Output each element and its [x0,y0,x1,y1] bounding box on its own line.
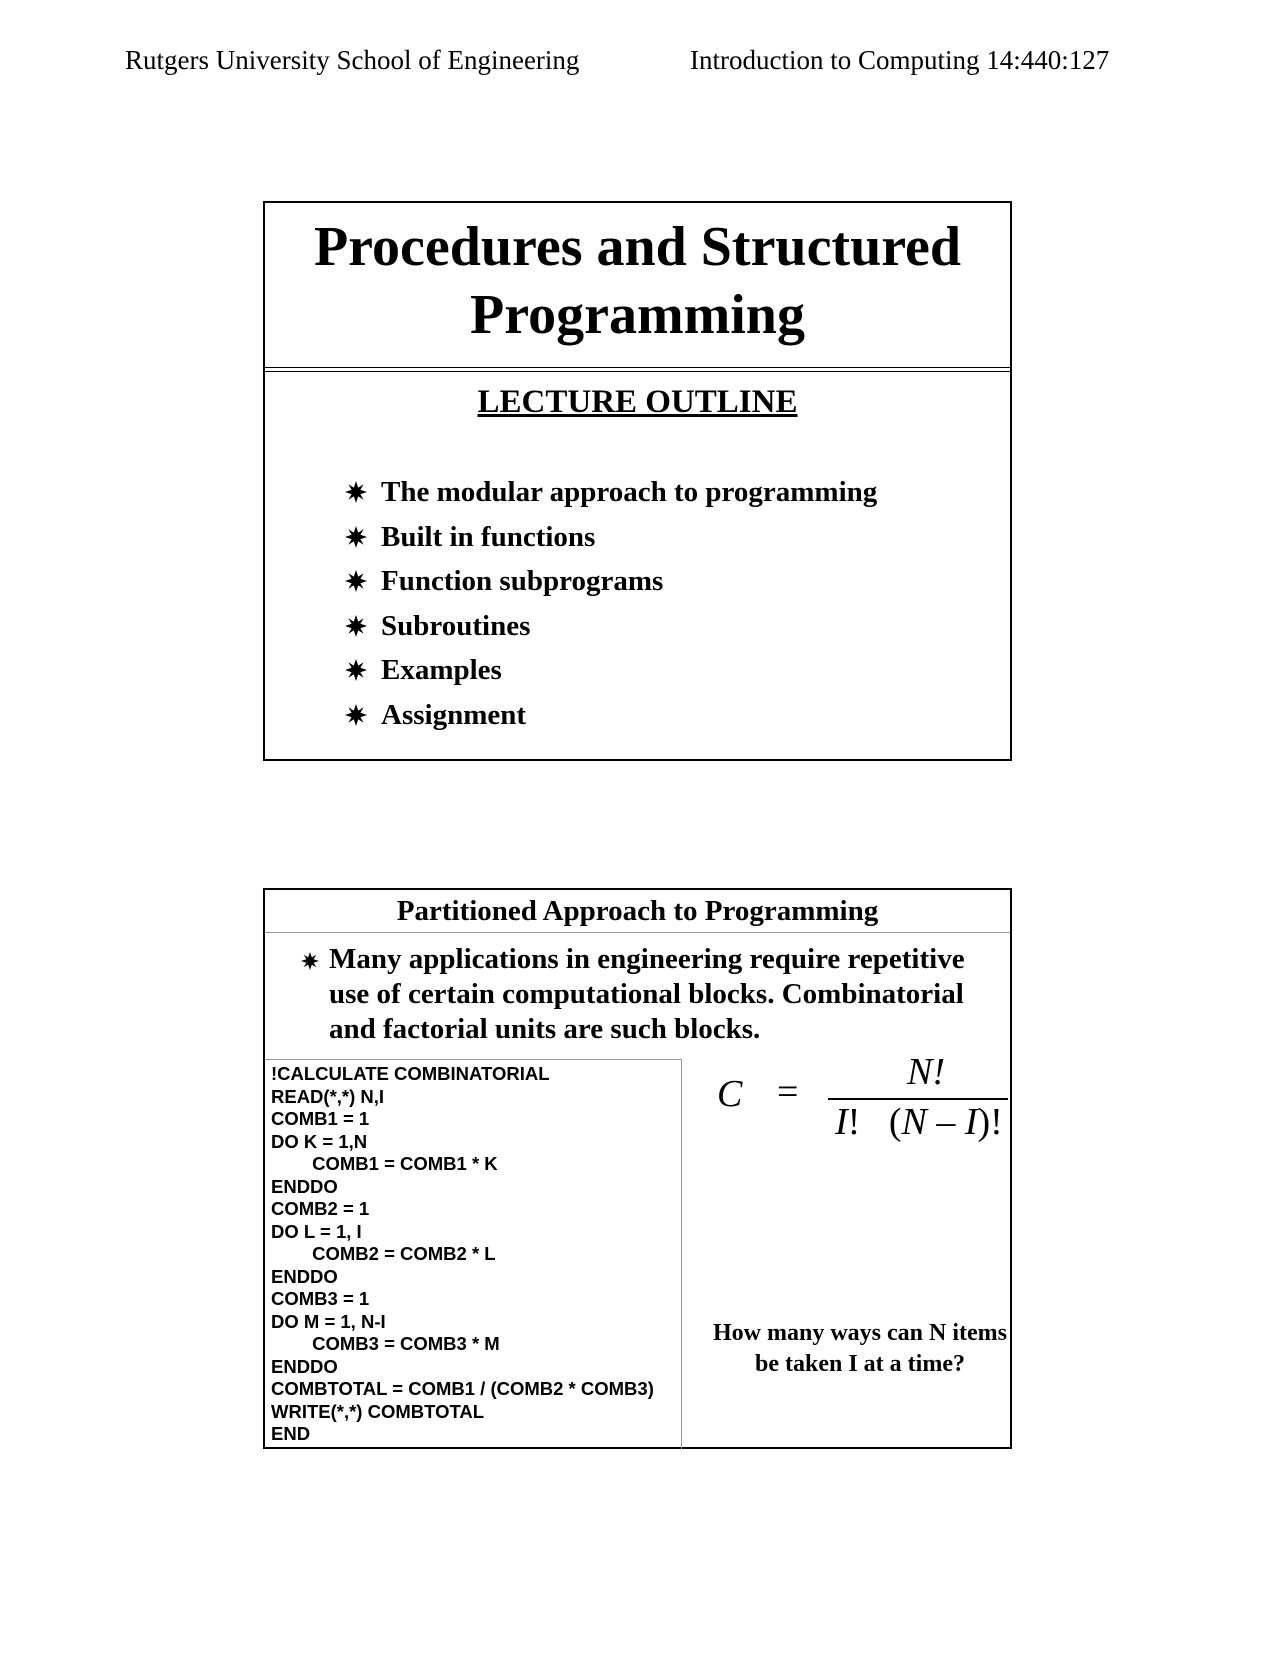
header-right: Introduction to Computing 14:440:127 [690,45,1110,75]
slide-title-line2: Programming [470,284,805,346]
den-close: )! [977,1101,1003,1143]
formula-denominator [835,1100,1003,1144]
list-item-label: Examples [381,654,502,686]
code-line: !CALCULATE COMBINATORIAL [271,1063,550,1084]
starburst-bullet-icon [301,952,319,970]
list-item-label: Built in functions [381,520,596,553]
starburst-bullet-icon [345,481,367,503]
den-minus: – [926,1101,965,1143]
code-line: ENDDO [271,1355,338,1377]
starburst-bullet-icon [345,526,367,548]
list-item [345,564,877,609]
code-line: ENDDO [271,1175,338,1197]
code-line: WRITE(*,*) COMBTOTAL [271,1400,485,1422]
den-fact: ! [847,1101,861,1143]
code-block [265,1060,681,1446]
den-i2: I [964,1101,978,1143]
den-i: I [835,1101,848,1143]
question-text: How many ways can N items be taken I at a time? [713,1320,1007,1377]
bullet-paragraph [301,942,1001,1047]
code-line: READ(*,*) N,I [271,1085,385,1107]
code-line: COMB1 = COMB1 * K [271,1153,498,1174]
lecture-outline-heading: LECTURE OUTLINE [477,384,798,420]
code-line: COMBTOTAL = COMB1 / (COMB2 * COMB3) [271,1378,654,1399]
list-item-label: Assignment [381,698,527,731]
outline-list [345,475,877,742]
list-item [345,520,877,565]
list-item [345,698,877,743]
list-item [345,653,877,698]
slide-title [265,213,1010,349]
formula-numerator: N! [907,1051,945,1093]
code-line: COMB2 = 1 [271,1198,370,1219]
slide-title: Partitioned Approach to Programming [396,895,879,927]
header-left: Rutgers University School of Engineering [125,45,580,75]
starburst-bullet-icon [345,659,367,681]
slide-lecture-outline [263,201,1012,761]
code-line: COMB3 = 1 [271,1288,370,1309]
divider [265,367,1010,368]
starburst-bullet-icon [345,704,367,726]
code-line: DO M = 1, N-I [271,1310,386,1332]
den-n: N [901,1101,927,1143]
starburst-bullet-icon [345,570,367,592]
list-item [345,609,877,654]
bullet-text: Many applications in engineering require repetitive use of certain computational blocks. Combinatorial and factorial units are such blocks. [329,943,965,1045]
code-line: DO K = 1,N [271,1130,368,1152]
divider [265,932,1010,933]
formula-equals: = [777,1071,799,1113]
list-item-label: Function subprograms [381,565,664,597]
list-item-label: Subroutines [381,609,531,642]
slide-title-line1: Procedures and Structured [313,216,962,278]
combination-formula [685,1051,1015,1160]
code-line: COMB2 = COMB2 * L [271,1243,496,1264]
code-line: DO L = 1, I [271,1220,362,1242]
code-line: ENDDO [271,1265,338,1287]
list-item [345,475,877,520]
den-open: ( [888,1101,902,1143]
starburst-bullet-icon [345,615,367,637]
divider [265,371,1010,372]
code-line: COMB1 = 1 [271,1108,370,1129]
code-line: COMB3 = COMB3 * M [271,1333,500,1354]
code-line: END [271,1423,311,1444]
formula-lhs: C [717,1073,743,1115]
slide-partitioned-approach [263,888,1012,1449]
code-listing [265,1059,682,1449]
list-item-label: The modular approach to programming [381,476,878,508]
